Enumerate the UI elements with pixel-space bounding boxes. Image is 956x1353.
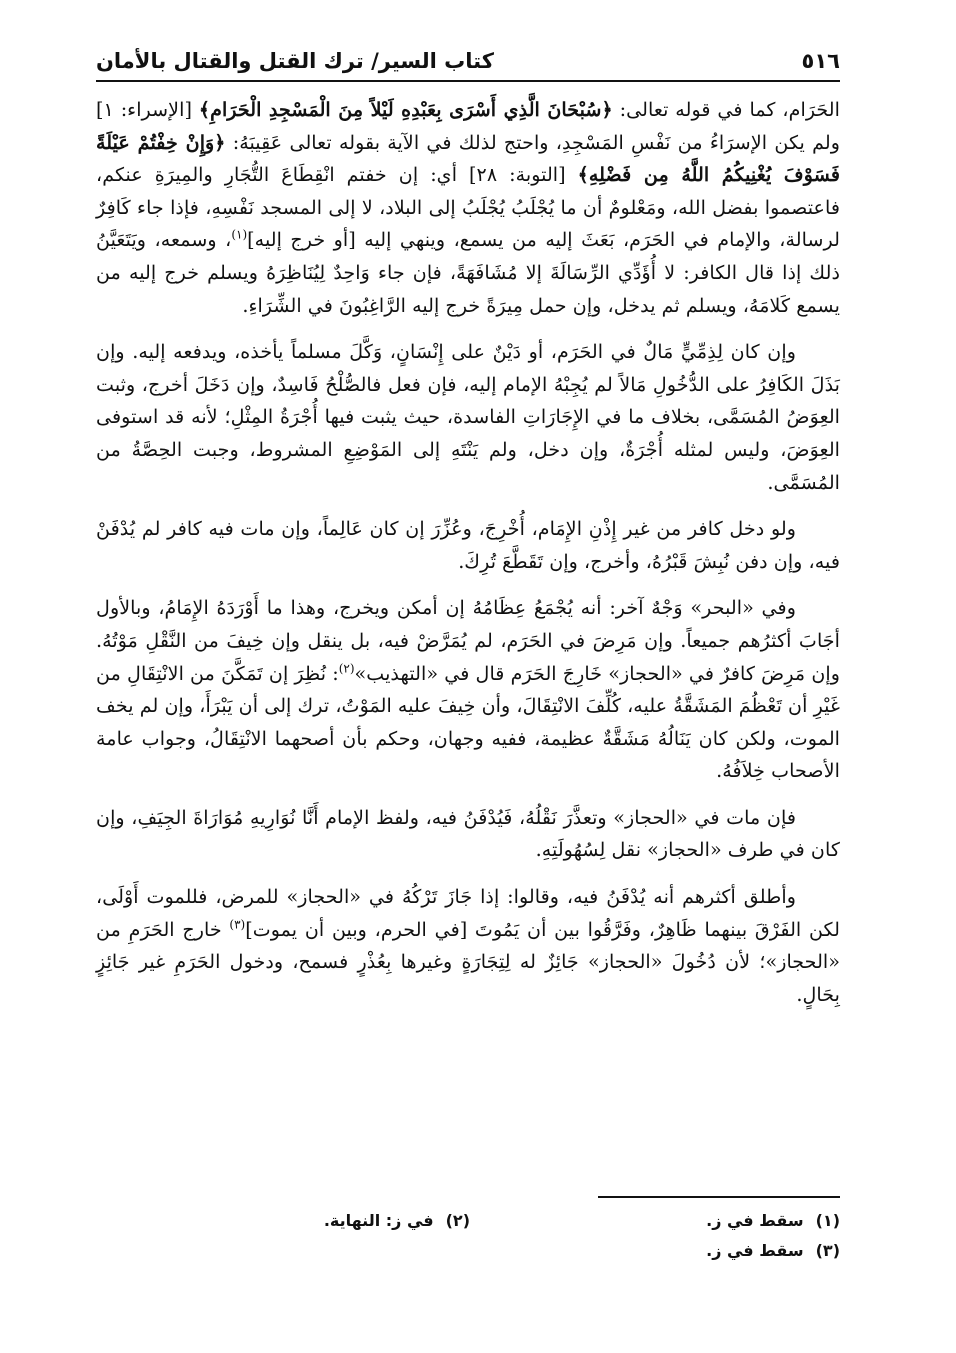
footnote-3 (470, 1236, 840, 1266)
footnote-number: (١) (815, 1211, 840, 1230)
text-run: وأطلق أكثرهم أنه يُدْفَنُ فيه، وقالوا: إذا جَازَ تَرْكُهُ في «الحجاز» للمرض، فللموت أَوْلَى، لكن الفَرْقَ بينهما ظَاهِرٌ، وفَرَّقُوا بين أن يَمُوتَ [في الحرم، وبين أن يموت] (96, 885, 840, 941)
paragraph-5: فإن مات في «الحجاز» وتعذَّرَ نَقْلُهُ، فَيُدْفَنُ فيه، ولفظ الإمام أَنَّا نُوَارِيهِ مُوَارَاةَ الجِيَفِ، وإن كان في طرف «الحجاز» نقل لِسُهُولَتِهِ. (96, 805, 840, 862)
quran-verse-tawba: ﴿وَإِنْ خِفْتُمْ عَيْلَةً فَسَوْفَ يُغْنِيكُمُ اللَّهُ مِن فَضْلِهِ﴾ (96, 130, 840, 187)
page-number: ٥١٦ (801, 49, 840, 73)
footnote-text: في ز: النهاية. (323, 1211, 434, 1230)
paragraph-1 (96, 94, 840, 322)
running-title: كتاب السير/ ترك القتل والقتال بالأمان (96, 49, 494, 73)
text-run: ، وسمعه، ويَتَعَيَّنُ ذلك إذا قال الكافر: لا أُؤَدِّي الرِّسَالَةَ إلا مُشَافَهَةً، فإن جاء وَاحِدٌ لِيُنَاظِرَهُ ويسلم خرج إليه من يسمع كَلامَهُ، ويسلم ثم يدخل، وإن حمل مِيرَةً خرج إليه الرَّاغِبُونَ في الشِّرَاءِ. (96, 228, 840, 317)
text-run: : نُظِرَ إن تَمَكَّنَ من الانْتِقَالِ من غَيْرِ أن تَعْظُمَ المَشَقَّةُ عليه، كُلِّفَ الانْتِقَالَ، وأن خِيفَ عليه المَوْتُ، ترك إلى أن يَبْرَأَ، وإن لم يخف الموت، ولكن كان يَنَالُهُ مَشَقَّةٌ عظيمة، ففيه وجهان، وحكم بأن أصحهما الانْتِقَالُ، وجواب عامة الأصحاب خِلاَفُهُ. (96, 661, 840, 783)
header-divider (96, 80, 840, 82)
text-run: [الإسراء: ١] ولم يكن الإسرَاءُ من نَفْسِ المَسْجِدِ، واحتج لذلك في الآية بقوله تعالى عَقِيبَهُ: (96, 98, 840, 154)
footnote-number: (٣) (815, 1241, 840, 1260)
footnote-ref-3[interactable]: (٣) (229, 917, 246, 932)
footnote-row (96, 1206, 840, 1236)
paragraph-3: ولو دخل كافر من غير إِذْنِ الإِمَام، أُخْرِجَ، وعُزِّرَ إن كان عَالِماً، وإن مات فيه كافر لم يُدْفَنْ فيه، وإن دفن نُبِشَ قَبْرُهُ، وأخرج، وإن تَقَطَّعَ تُرِكَ. (96, 517, 840, 573)
text-run: خارج الحَرَمِ من «الحجاز»؛ لأن دُخُولَ «الحجاز» جَائِزٌ له لِتِجَارَةٍ وغيرها بِعُذْرٍ فسمح، ودخول الحَرَمِ غير جَائِزٍ بِحَالٍ. (96, 917, 840, 1006)
text-run: [التوبة: ٢٨] أي: إن خفتم انْقِطَاعَ التُّجَارِ والمِيرَةِ عنكم، فاعتصموا بفضل الله، ومَعْلومٌ أن ما يُجْلَبُ يُجْلَبُ إلى البلاد، لا إلى المسجد نَفْسِهِ، فإذا جاء كَافِرٌ لرسالة، والإمام في الحَرَم، بَعَثَ إليه من يسمع، وينهي إليه [أو خرج إليه] (96, 163, 840, 252)
page-header (96, 32, 840, 78)
main-text (96, 94, 840, 1025)
footnote-1 (470, 1206, 840, 1236)
footnote-2 (100, 1206, 470, 1236)
text-run: وفي «البحر» وَجْهٌ آخر: أنه يُجْمَعُ عِظَامُهُ إن أمكن ويخرج، وهذا ما أَوْرَدَهُ الإِمَامُ، وبالأول أجَابَ أكثرُهم جميعاً. وإن مَرِضَ في الحَرَم، لم يُمَرَّضْ فيه، بل ينقل وإن خِيفَ من النَّقْلِ مَوْتُهُ. وإن مَرِضَ كافرٌ في «الحجاز» خَارِجَ الحَرَم قال في «التهذيب» (96, 596, 841, 685)
quran-verse-isra: ﴿سُبْحَانَ الَّذِي أَسْرَى بِعَبْدِهِ لَيْلاً مِنَ الْمَسْجِدِ الْحَرَامِ﴾ (198, 98, 613, 121)
footnote-ref-1[interactable]: (١) (231, 227, 248, 242)
paragraph-6 (96, 881, 840, 1011)
footnote-divider (598, 1196, 840, 1198)
text-run: الحَرَام، كما في قوله تعالى: (612, 98, 840, 121)
paragraph-2: وإن كان لِذِمِّيٍّ مَالٌ في الحَرَم، أو دَيْنٌ على إِنْسَانٍ، وَكَّلَ مسلماً يأخذه، ويدفعه إليه. وإن بَذَلَ الكَافِرُ على الدُّخُولِ مَالاً لم يُجِبْهُ الإمام إليه، فإن فعل فالصُّلْحُ فَاسِدٌ، وإن دَخَلَ أخرج، وثبت العِوَضُ المُسَمَّى، بخلاف ما في الإِجَارَاتِ الفاسدة، حيث يثبت فيها أُجْرَةُ المِثْلِ؛ لأنه قد استوفى العِوَضَ، وليس لمثله أُجْرَةٌ، وإن دخل، ولم يَنْتَهِ إلى المَوْضِعِ المشروط، وجبت الحِصَّةُ من المُسَمَّى. (96, 340, 840, 494)
footnotes (96, 1206, 840, 1266)
footnote-ref-2[interactable]: (٢) (338, 661, 355, 676)
paragraph-4 (96, 592, 840, 788)
footnote-text: سقط في ز. (706, 1241, 804, 1260)
footnote-text: سقط في ز. (706, 1211, 804, 1230)
footnote-number: (٢) (445, 1211, 470, 1230)
footnote-row (96, 1236, 840, 1266)
